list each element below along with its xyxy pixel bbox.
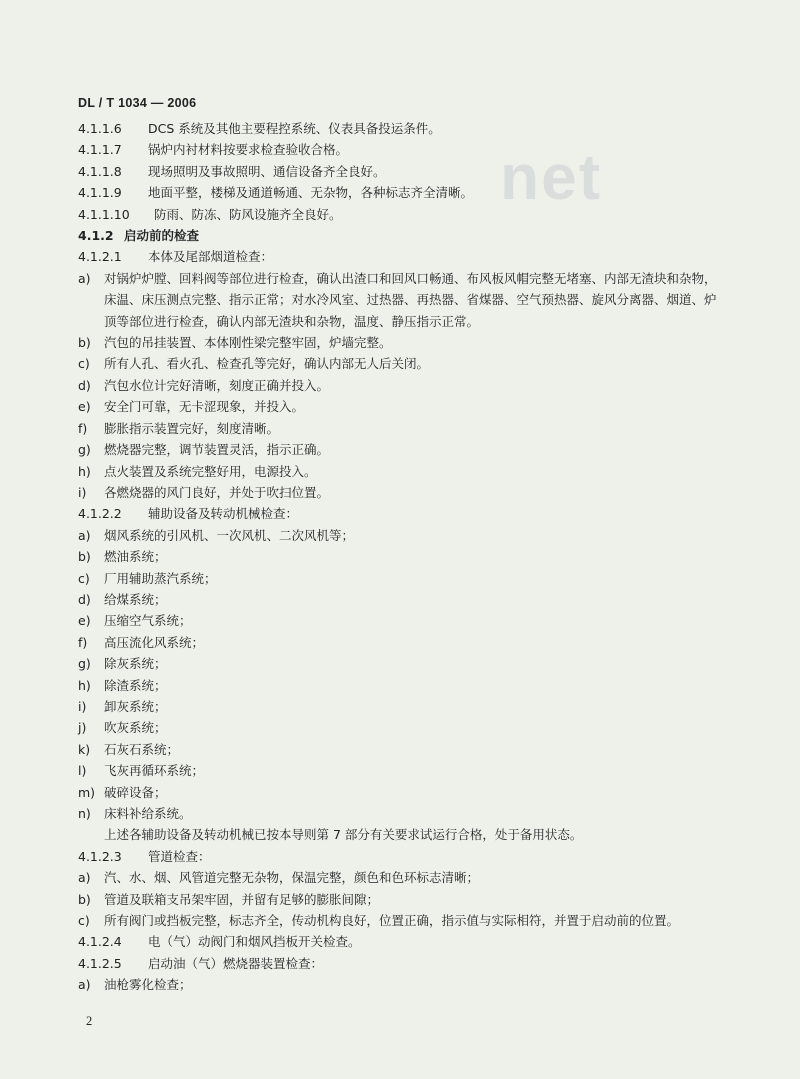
list-item-text: 膨胀指示装置完好，刻度清晰。 [104, 420, 280, 436]
list-item [78, 589, 718, 610]
list-item-text: 床料补给系统。 [104, 806, 192, 821]
paragraph-text: 上述各辅助设备及转动机械已按本导则第 7 部分有关要求试运行合格，处于备用状态。 [104, 827, 583, 843]
list-item [78, 268, 718, 332]
list-item [78, 653, 718, 674]
clause-number: 4.1.2.2 [78, 506, 122, 522]
list-item-letter: n) [78, 806, 91, 821]
list-item [78, 803, 718, 824]
list-item-letter: k) [78, 741, 91, 757]
list-item-text: 管道及联箱支吊架牢固，并留有足够的膨胀间隙； [104, 891, 380, 907]
clause-number: 4.1.1.10 [78, 206, 130, 222]
list-item-text: 飞灰再循环系统； [104, 763, 205, 779]
list-item [78, 910, 718, 931]
list-item [78, 439, 718, 460]
list-item-text: 油枪雾化检查； [104, 977, 192, 993]
page-number: 2 [86, 1014, 93, 1028]
clause [78, 118, 718, 139]
list-item-letter: l) [78, 763, 87, 779]
clause-text: 电（气）动阀门和烟风挡板开关检查。 [148, 934, 361, 950]
list-item-text: 各燃烧器的风门良好，并处于吹扫位置。 [104, 484, 330, 500]
clause [78, 204, 718, 225]
section-title: 启动前的检查 [124, 228, 200, 244]
watermark: net [500, 141, 602, 213]
list-item-letter: i) [78, 484, 87, 500]
list-item-letter: g) [78, 656, 91, 672]
list-item [78, 739, 718, 760]
list-item-text: 给煤系统； [104, 591, 167, 607]
list-item [78, 332, 718, 353]
list-item-letter: b) [78, 335, 91, 351]
list-item [78, 418, 718, 439]
clause-text: 本体及尾部烟道检查： [148, 249, 274, 265]
list-item-text: 高压流化风系统； [104, 634, 205, 650]
clause-text: 地面平整，楼梯及通道畅通、无杂物，各种标志齐全清晰。 [148, 185, 474, 201]
clause-text: DCS 系统及其他主要程控系统、仪表具备投运条件。 [148, 121, 441, 136]
list-item [78, 525, 718, 546]
list-item-text: 汽包的吊挂装置、本体刚性梁完整牢固，炉墙完整。 [104, 335, 392, 351]
list-item [78, 375, 718, 396]
list-item-text: 破碎设备； [104, 784, 167, 800]
list-item-letter: b) [78, 891, 91, 907]
list-item-letter: h) [78, 677, 91, 693]
list-item-letter: h) [78, 463, 91, 479]
clause-text: 启动油（气）燃烧器装置检查： [148, 955, 324, 971]
clause-text: 辅助设备及转动机械检查： [148, 506, 299, 522]
list-item [78, 461, 718, 482]
list-item-letter: c) [78, 570, 90, 586]
clause [78, 503, 718, 524]
list-item-text: 厂用辅助蒸汽系统； [104, 570, 217, 586]
list-item [78, 760, 718, 781]
list-item-letter: c) [78, 913, 90, 929]
list-item [78, 867, 718, 888]
list-item-letter: m) [78, 784, 96, 800]
list-item-text: 石灰石系统； [104, 741, 180, 757]
list-item [78, 889, 718, 910]
list-item-text: 除灰系统； [104, 656, 167, 672]
list-item [78, 546, 718, 567]
list-item-text: 卸灰系统； [104, 698, 167, 714]
list-item [78, 396, 718, 417]
document-body [78, 118, 718, 996]
clause-number: 4.1.1.8 [78, 163, 122, 179]
list-item [78, 717, 718, 738]
list-item-text: 压缩空气系统； [104, 613, 192, 629]
clause-number: 4.1.2.5 [78, 955, 122, 971]
list-item-text: 所有阀门或挡板完整，标志齐全，传动机构良好，位置正确，指示值与实际相符，并置于启动前的位置。 [104, 913, 680, 929]
list-item [78, 675, 718, 696]
list-item-letter: a) [78, 870, 91, 886]
list-item [78, 610, 718, 631]
list-item-letter: f) [78, 634, 88, 650]
clause-text: 现场照明及事故照明、通信设备齐全良好。 [148, 163, 386, 179]
page-header: DL / T 1034 — 2006 [78, 96, 197, 110]
paragraph [78, 824, 718, 845]
list-item-text: 烟风系统的引风机、一次风机、二次风机等； [104, 527, 355, 543]
clause-text: 管道检查： [148, 848, 211, 864]
clause-text: 锅炉内衬材料按要求检查验收合格。 [148, 142, 349, 158]
clause-number: 4.1.2.1 [78, 249, 122, 265]
list-item [78, 353, 718, 374]
clause-text: 防雨、防冻、防风设施齐全良好。 [154, 206, 342, 222]
list-item-letter: a) [78, 527, 91, 543]
clause-number: 4.1.1.9 [78, 185, 122, 201]
section-number: 4.1.2 [78, 228, 114, 244]
list-item [78, 568, 718, 589]
list-item [78, 974, 718, 995]
list-item-letter: a) [78, 270, 91, 286]
list-item-letter: j) [78, 720, 87, 736]
list-item-letter: b) [78, 549, 91, 565]
list-item-letter: d) [78, 377, 91, 393]
list-item [78, 632, 718, 653]
list-item-letter: i) [78, 698, 87, 714]
list-item-text: 除渣系统； [104, 677, 167, 693]
list-item-text: 吹灰系统； [104, 720, 167, 736]
clause [78, 182, 718, 203]
list-item-text: 燃烧器完整，调节装置灵活，指示正确。 [104, 442, 330, 458]
list-item-text: 点火装置及系统完整好用，电源投入。 [104, 463, 317, 479]
clause [78, 846, 718, 867]
clause-number: 4.1.1.7 [78, 142, 122, 158]
list-item-letter: g) [78, 442, 91, 458]
section-heading [78, 225, 718, 246]
list-item-text: 汽包水位计完好清晰，刻度正确并投入。 [104, 377, 330, 393]
list-item-letter: c) [78, 356, 90, 372]
list-item-letter: e) [78, 399, 91, 415]
clause [78, 931, 718, 952]
clause [78, 161, 718, 182]
clause [78, 953, 718, 974]
list-item-letter: a) [78, 977, 91, 993]
list-item-text: 所有人孔、看火孔、检查孔等完好，确认内部无人后关闭。 [104, 356, 430, 372]
list-item-text: 对锅炉炉膛、回料阀等部位进行检查，确认出渣口和回风口畅通、布风板风帽完整无堵塞、内部无渣块和杂物，床温、床压测点完整、指示正常；对水冷风室、过热器、再热器、省煤器、空气预热器、旋风分离器、烟道、炉顶等部位进行检查，确认内部无渣块和杂物，温度、静压指示正常。 [104, 270, 717, 329]
list-item [78, 482, 718, 503]
clause-number: 4.1.1.6 [78, 121, 122, 136]
clause [78, 246, 718, 267]
list-item-text: 安全门可靠，无卡涩现象，并投入。 [104, 399, 305, 415]
clause-number: 4.1.2.4 [78, 934, 122, 950]
list-item-text: 燃油系统； [104, 549, 167, 565]
list-item-letter: e) [78, 613, 91, 629]
list-item [78, 696, 718, 717]
clause [78, 139, 718, 160]
list-item-letter: d) [78, 591, 91, 607]
list-item [78, 782, 718, 803]
clause-number: 4.1.2.3 [78, 848, 122, 864]
list-item-text: 汽、水、烟、风管道完整无杂物，保温完整，颜色和色环标志清晰； [104, 870, 480, 886]
list-item-letter: f) [78, 420, 88, 436]
